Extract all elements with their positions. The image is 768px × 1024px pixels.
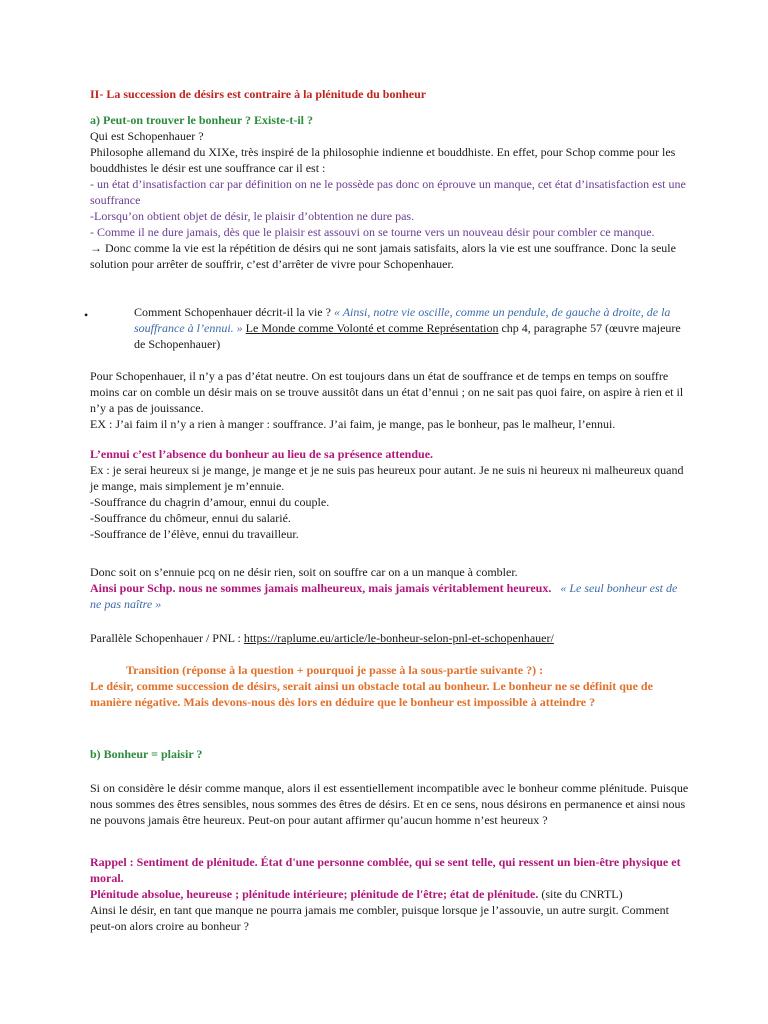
- example-faim: EX : J’ai faim il n’y a rien à manger : souffrance. J’ai faim, je mange, pas le bonheur, pas le malheur, l’ennui.: [90, 417, 616, 431]
- section-b-title: b) Bonheur = plaisir ?: [90, 747, 203, 761]
- section-a-title: a) Peut-on trouver le bonheur ? Existe-t-il ?: [90, 113, 313, 127]
- heading-text: II- La succession de désirs est contraire à la plénitude du bonheur: [90, 87, 427, 101]
- section-a-body: [90, 368, 690, 432]
- example-manger: Ex : je serai heureux si je mange, je mange et je ne suis pas heureux pour autant. Je ne suis ni heureux ni malheureux quand je mange, mais simplement je m’ennuie.: [90, 463, 684, 493]
- parallel-line: [90, 630, 690, 646]
- parallel-label: Parallèle Schopenhauer / PNL :: [90, 631, 244, 645]
- arrow-icon: →: [90, 241, 102, 255]
- souffrance-chomeur: -Souffrance du chômeur, ennui du salarié.: [90, 511, 291, 525]
- section-b-title-block: [90, 746, 690, 762]
- parallel-paragraph: [90, 630, 690, 646]
- bullet-paragraph: [90, 304, 690, 352]
- section-b-body: [90, 780, 690, 828]
- paragraph-etat-neutre: Pour Schopenhauer, il n’y a pas d’état neutre. On est toujours dans un état de souffrance et de temps en temps on souffre moins car on comble un désir mais on se trouve aussitôt dans un état d’ennui ; on ne sait pas quoi faire, on aspire à rien et il n’y a pas de jouissance.: [90, 369, 684, 415]
- transition-block: [90, 662, 690, 710]
- ainsi-text: Ainsi pour Schp. nous ne sommes jamais malheureux, mais jamais véritablement heureux.: [90, 581, 552, 595]
- source-text: (site du CNRTL): [538, 887, 623, 901]
- transition-text: Le désir, comme succession de désirs, serait ainsi un obstacle total au bonheur. Le bonheur ne se définit que de manière négative. Mais devons-nous dès lors en déduire que le bonheur est impossible à atteindre ?: [90, 679, 653, 709]
- paragraph-philosophe: Philosophe allemand du XIXe, très inspiré de la philosophie indienne et bouddhiste. En effet, pour Schop comme pour les bouddhistes le désir est une souffrance car il est :: [90, 145, 676, 175]
- section-a-intro: [90, 112, 690, 272]
- plenitude-paragraph: [90, 886, 690, 902]
- souffrance-amour: -Souffrance du chagrin d’amour, ennui du couple.: [90, 495, 330, 509]
- bullet-icon: •: [84, 308, 89, 322]
- transition-title: Transition (réponse à la question + pourquoi je passe à la sous-partie suivante ?) :: [126, 663, 544, 677]
- list-item-manque: - Comme il ne dure jamais, dès que le plaisir est assouvi on se tourne vers un nouveau désir pour combler ce manque.: [90, 225, 655, 239]
- book-reference: chp 4, paragraphe 57 (œuvre majeure de Schopenhauer): [134, 321, 681, 351]
- paragraph-donc: Donc soit on s’ennuie pcq on ne désir rien, soit on souffre car on a un manque à combler.: [90, 565, 518, 579]
- part-heading: [90, 86, 690, 102]
- paragraph-ainsi-desir: Ainsi le désir, en tant que manque ne pourra jamais me combler, puisque lorsque je l’assouvie, un autre surgit. Comment peut-on alors croire au bonheur ?: [90, 903, 670, 933]
- souffrance-eleve: -Souffrance de l’élève, ennui du travailleur.: [90, 527, 299, 541]
- ainsi-quote: « Le seul bonheur est de ne pas naître »: [90, 581, 678, 611]
- conclusion-text: Donc comme la vie est la répétition de désirs qui ne sont jamais satisfaits, alors la vie est une souffrance. Donc la seule solution pour arrêter de souffrir, c’est d’arrêter de vivre pour Schopenhauer.: [90, 241, 676, 271]
- ainsi-paragraph: [90, 580, 690, 612]
- paragraph-desir-manque: Si on considère le désir comme manque, alors il est essentiellement incompatible avec le bonheur comme plénitude. Puisque nous sommes des êtres sensibles, nous sommes des êtres de désirs. Et en ce sens, nous désirons en permanence et ainsi nous ne pouvons jamais être heureux. Peut-on pour autant affirmer qu’aucun homme n’est heureux ?: [90, 781, 689, 827]
- rappel-text: Rappel : Sentiment de plénitude. État d'une personne comblée, qui se sent telle, qui ressent un bien-être physique et moral.: [90, 855, 681, 885]
- list-item-obtention: -Lorsqu’on obtient objet de désir, le plaisir d’obtention ne dure pas.: [90, 209, 415, 223]
- bullet-content: [90, 304, 690, 352]
- list-item-insatisfaction: - un état d’insatisfaction car par définition on ne le possède pas donc on éprouve un manque, cet état d’insatisfaction est une souffrance: [90, 177, 686, 207]
- ennui-title: L’ennui c’est l’absence du bonheur au lieu de sa présence attendue.: [90, 447, 434, 461]
- bullet-question: Comment Schopenhauer décrit-il la vie ?: [134, 305, 334, 319]
- section-a-ennui: [90, 446, 690, 542]
- question-schopenhauer: Qui est Schopenhauer ?: [90, 129, 204, 143]
- paragraph-conclusion: [90, 240, 690, 272]
- book-title: Le Monde comme Volonté et comme Représentation: [245, 321, 499, 335]
- plenitude-text: Plénitude absolue, heureuse ; plénitude intérieure; plénitude de l'être; état de plénitude.: [90, 887, 539, 901]
- parallel-link[interactable]: https://raplume.eu/article/le-bonheur-selon-pnl-et-schopenhauer/: [243, 631, 554, 645]
- section-a-donc: [90, 564, 690, 612]
- bullet-quote: « Ainsi, notre vie oscille, comme un pendule, de gauche à droite, de la souffrance à l’ennui. »: [134, 305, 671, 335]
- section-b-rappel: [90, 854, 690, 934]
